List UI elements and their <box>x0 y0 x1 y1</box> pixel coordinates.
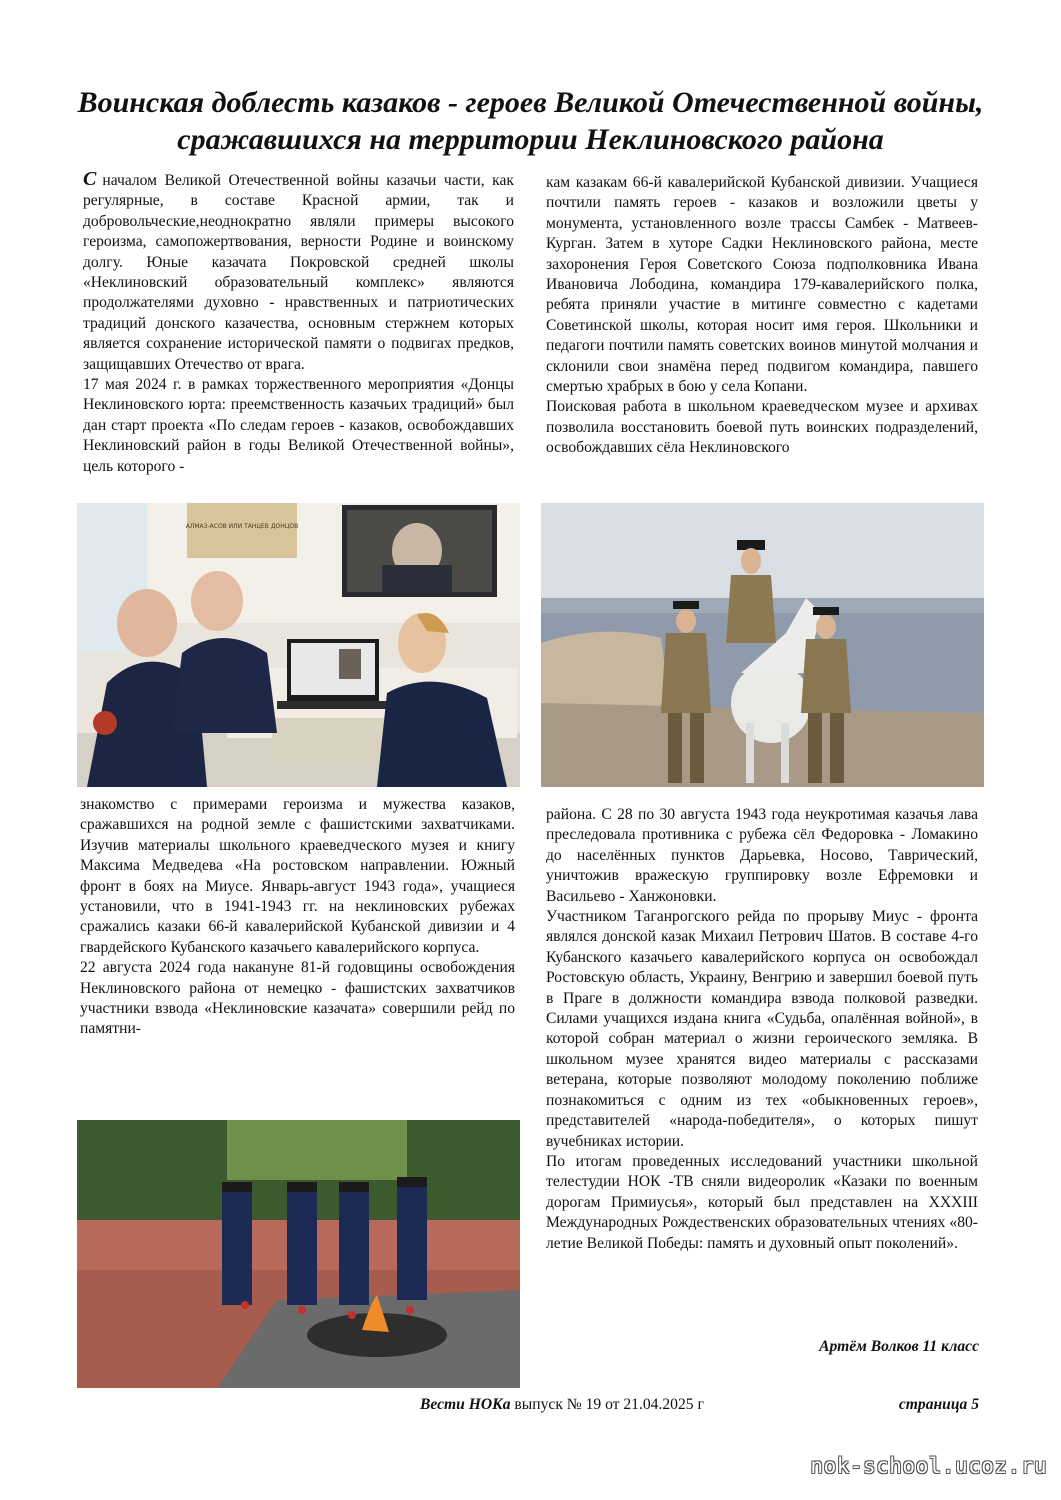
column-right-top <box>546 173 978 459</box>
paragraph-project: 17 мая 2024 г. в рамках торжественного мероприятия «Донцы Неклиновского юрта: преемственность казачьих традиций» был дан старт проекта «По следам героев - казаков, освобождавших Неклиновский район в годы Великой Отечественной войны», цель которого - <box>83 376 514 475</box>
column-left-bottom <box>80 795 515 1040</box>
drop-cap: С <box>83 168 97 190</box>
page-number: страница 5 <box>898 1396 979 1413</box>
article-title: Воинская доблесть казаков - героев Великой Отечественной войны, сражавшихся на территории Неклиновского района <box>77 86 984 156</box>
photo-cadets-classroom <box>77 503 520 787</box>
paragraph-memorial: кам казакам 66-й кавалерийской Кубанской дивизии. Учащиеся почтили память героев - казаков и возложили цветы у монумента, установленного возле трассы Самбек - Матвеев-Курган. Затем в хуторе Садки Неклиновского района, месте захоронения Героя Советского Союза подполковника Ивана Ивановича Лободина, командира 179-кавалерийского полка, ребята приняли участие в митинге совместно с кадетами Советинской школы, которая носит имя героя. Школьники и педагоги почтили память советских воинов минутой молчания и склонили свои знамёна перед подвигом командира, павшего смертью храбрых в бою у села Копани. <box>546 174 978 396</box>
article-signature: Артём Волков 11 класс <box>819 1338 979 1355</box>
paragraph-search: Поисковая работа в школьном краеведческом музее и архивах позволила восстановить боевой путь воинских подразделений, освобождавших сёла Неклиновского <box>546 398 978 457</box>
footer-issue <box>420 1396 704 1414</box>
paragraph-video: По итогам проведенных исследований участники школьной телестудии НОК -ТВ сняли видеоролик «Казаки по военным дорогам Примиусья», который был представлен на XXXIII Международных Рождественских образовательных чтениях «80-летие Великой Победы: память и духовный опыт поколений». <box>546 1152 978 1252</box>
site-watermark: nok-school.ucoz.ru <box>810 1454 1047 1478</box>
paragraph-offensive: района. С 28 по 30 августа 1943 года неукротимая казачья лава преследовала противника с рубежа сёл Федоровка - Ломакино до населённых пунктов Дарьевка, Носово, Таврический, уничтожив вражескую группировку возле Ефремовки и Васильево - Ханжоновки. <box>546 806 978 905</box>
issue-info: выпуск № 19 от 21.04.2025 г <box>514 1396 704 1413</box>
paragraph-intro: С началом Великой Отечественной войны казачьи части, как регулярные, в составе Красной армии, так и добровольческие,неоднократно являли примеры высокого героизма, самопожертвования, верности Родине и воинскому долгу. Юные казачата Покровской средней школы «Неклиновский образовательный комплекс» являются продолжателями духовно - нравственных и патриотических традиций донского казачества, основным стержнем которых является сохранение исторической памяти о подвигах предков, защищавших Отечество от врага. <box>83 168 514 373</box>
photo-eternal-flame <box>77 1120 520 1388</box>
column-right-bottom <box>546 805 978 1254</box>
newspaper-name: Вести НОКа <box>420 1396 511 1413</box>
paragraph-research: знакомство с примерами героизма и мужества казаков, сражавшихся на родной земле с фашистскими захватчиками. Изучив материалы школьного краеведческого музея и книгу Максима Медведева «На ростовском направлении. Южный фронт в боях на Миусе. Январь-август 1943 года», учащиеся установили, что в 1941-1943 гг. на неклиновских рубежах сражались казаки 66-й кавалерийской Кубанской дивизии и 4 гвардейского Кубанского казачьего кавалерийского корпуса. <box>80 796 515 956</box>
photo-cadets-horse <box>541 503 984 787</box>
column-left-top <box>83 169 514 477</box>
paragraph-raid: 22 августа 2024 года накануне 81-й годовщины освобождения Неклиновского района от немецко - фашистских захватчиков участники взвода «Неклиновские казачата» совершили рейд по памятни- <box>80 959 515 1038</box>
svg-text:АЛМАЗ-АСОВ ИЛИ ТАНЦЕВ ДОНЦОВ: АЛМАЗ-АСОВ ИЛИ ТАНЦЕВ ДОНЦОВ <box>185 523 299 530</box>
paragraph-shatov: Участником Таганрогского рейда по прорыву Миус - фронта являлся донской казак Михаил Петрович Шатов. В составе 4-го Кубанского казачьего кавалерийского корпуса он освобождал Ростовскую область, Украину, Венгрию и завершил боевой путь в Праге в должности командира взвода полковой разведки. Силами учащихся издана книга «Судьба, опалённая войной», в которой собран материал о жизни героического земляка. В школьном музее хранятся видео материалы с рассказами ветерана, которые позволяют молодому поколению поближе познакомиться с одним из тех «обыкновенных героев», представителей «народа-победителя», о которых пишут вучебниках истории. <box>546 908 978 1150</box>
